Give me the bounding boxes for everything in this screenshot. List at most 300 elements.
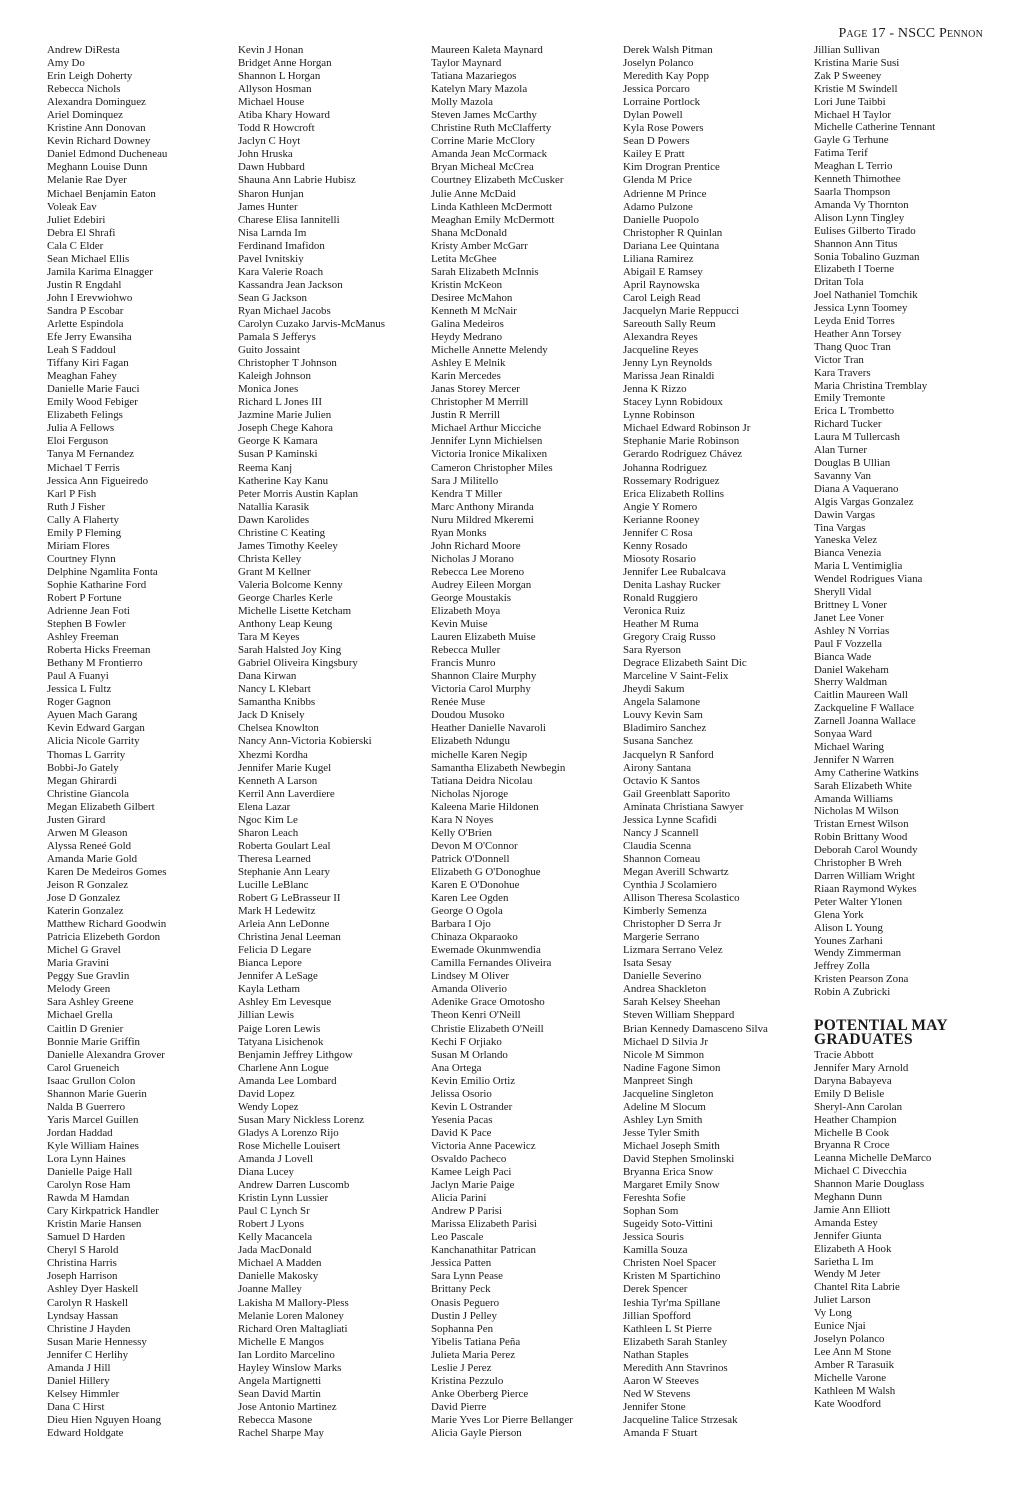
- name-entry: Denita Lashay Rucker: [623, 578, 721, 591]
- name-entry: Sarah Halsted Joy King: [238, 644, 342, 657]
- name-entry: Adeline M Slocum: [623, 1100, 706, 1113]
- name-entry: Bladimiro Sanchez: [623, 722, 707, 735]
- name-entry: Adrienne M Prince: [623, 187, 707, 200]
- name-entry: Jennifer Giunta: [814, 1229, 882, 1242]
- name-entry: Kaleigh Johnson: [238, 370, 311, 383]
- name-entry: Marceline V Saint-Felix: [623, 670, 729, 683]
- name-entry: Maureen Kaleta Maynard: [431, 44, 543, 56]
- name-entry: Amanda J Hill: [47, 1361, 111, 1374]
- name-entry: Margerie Serrano: [623, 931, 700, 944]
- name-entry: Michelle E Mangos: [238, 1335, 324, 1348]
- name-entry: Danielle Marie Fauci: [47, 383, 140, 396]
- name-entry: Victoria Anne Pacewicz: [431, 1139, 536, 1152]
- name-entry: Carolyn Rose Ham: [47, 1179, 131, 1192]
- name-entry: Abigail E Ramsey: [623, 265, 703, 278]
- name-entry: Ana Ortega: [431, 1061, 482, 1074]
- name-entry: Nancy L Klebart: [238, 683, 311, 696]
- name-entry: Jacquelyn Marie Reppucci: [623, 304, 740, 317]
- name-entry: Yaneska Velez: [814, 534, 878, 547]
- name-entry: Tatiana Mazariegos: [431, 70, 517, 83]
- name-entry: Jenny Lyn Reynolds: [623, 357, 712, 370]
- name-entry: Kenneth M McNair: [431, 304, 517, 317]
- name-entry: Saarla Thompson: [814, 185, 891, 198]
- name-entry: Jazmine Marie Julien: [238, 409, 332, 422]
- name-entry: Elizabeth A Hook: [814, 1242, 892, 1255]
- name-entry: Jeison R Gonzalez: [47, 879, 129, 891]
- name-entry: Heydy Medrano: [431, 331, 503, 344]
- name-entry: Nancy J Scannell: [623, 826, 699, 839]
- name-entry: Kevin Richard Downey: [47, 135, 151, 148]
- name-entry: Kimberly Semenza: [623, 905, 707, 918]
- name-entry: Kendra T Miller: [431, 487, 502, 500]
- name-entry: Kristen M Spartichino: [623, 1270, 721, 1283]
- name-entry: Sophie Katharine Ford: [47, 578, 147, 591]
- name-entry: Christopher T Johnson: [238, 357, 337, 370]
- name-entry: Kara Travers: [814, 366, 871, 379]
- name-entry: Jennifer C Herlihy: [47, 1348, 129, 1361]
- name-entry: Michelle B Cook: [814, 1126, 890, 1139]
- name-entry: Xhezmi Kordha: [238, 748, 308, 761]
- name-entry: David Lopez: [238, 1087, 295, 1100]
- name-entry: George Charles Kerle: [238, 591, 333, 604]
- name-entry: Dariana Lee Quintana: [623, 239, 720, 252]
- name-entry: Meaghan Emily McDermott: [431, 213, 555, 226]
- name-entry: Wendy Lopez: [238, 1100, 299, 1113]
- name-entry: Michael T Ferris: [47, 461, 120, 474]
- name-entry: Susan Marie Hennessy: [47, 1335, 147, 1348]
- name-entry: Marissa Elizabeth Parisi: [431, 1218, 537, 1231]
- name-entry: Kara N Noyes: [431, 813, 494, 826]
- name-entry: Joanne Malley: [238, 1283, 302, 1296]
- name-entry: Sean Michael Ellis: [47, 252, 130, 265]
- name-entry: Kara Valerie Roach: [238, 265, 324, 278]
- name-entry: Sophanna Pen: [431, 1322, 494, 1335]
- name-entry: Dawin Vargas: [814, 508, 875, 521]
- name-entry: Amanda J Lovell: [238, 1152, 314, 1165]
- name-entry: Zackqueline F Wallace: [814, 702, 914, 715]
- name-entry: Gerardo Rodríguez Chávez: [623, 448, 743, 461]
- name-entry: Sarah Elizabeth White: [814, 779, 912, 792]
- name-entry: Ned W Stevens: [623, 1387, 691, 1400]
- name-entry: Michael H Taylor: [814, 108, 892, 121]
- name-entry: Emily P Fleming: [47, 526, 122, 539]
- name-entry: Molly Mazola: [431, 96, 494, 109]
- name-entry: Nicholas M Wilson: [814, 805, 899, 818]
- name-entry: Wendy M Jeter: [814, 1268, 881, 1281]
- name-entry: Michael Joseph Smith: [623, 1139, 720, 1152]
- name-entry: Samantha Knibbs: [238, 696, 316, 709]
- name-entry: Tristan Ernest Wilson: [814, 818, 909, 831]
- name-entry: Maria L Ventimiglia: [814, 560, 903, 573]
- name-entry: Erica L Trombetto: [814, 405, 895, 418]
- name-entry: Carol Leigh Read: [623, 291, 701, 304]
- name-entry: Kyla Rose Powers: [623, 122, 704, 135]
- name-entry: Amanda Vy Thornton: [814, 198, 909, 211]
- name-entry: Savanny Van: [814, 469, 871, 482]
- name-entry: David K Pace: [431, 1126, 492, 1139]
- name-entry: Jessica Souris: [623, 1231, 684, 1244]
- name-entry: Airony Santana: [623, 761, 692, 774]
- name-entry: Paige Loren Lewis: [238, 1022, 321, 1035]
- name-entry: Christina Jenal Leeman: [238, 931, 341, 944]
- name-entry: Daryna Babayeva: [814, 1074, 892, 1087]
- name-entry: Erin Leigh Doherty: [47, 70, 133, 83]
- name-entry: Kristin McKeon: [431, 278, 503, 291]
- name-entry: Shannon Comeau: [623, 852, 701, 865]
- name-entry: Kelly O'Brien: [431, 826, 492, 839]
- name-entry: Jennifer C Rosa: [623, 526, 693, 539]
- name-entry: Sara Ashley Greene: [47, 996, 134, 1009]
- name-entry: Peter Morris Austin Kaplan: [238, 487, 359, 500]
- name-entry: Jesse Tyler Smith: [623, 1126, 700, 1139]
- name-entry: Ashley Lyn Smith: [623, 1113, 703, 1126]
- name-entry: Sean D Powers: [623, 135, 690, 148]
- name-entry: Kevin L Ostrander: [431, 1100, 513, 1113]
- name-entry: Meaghan L Terrio: [814, 160, 893, 173]
- name-entry: Rebecca Muller: [431, 644, 501, 657]
- name-entry: Daniel Wakeham: [814, 663, 889, 676]
- name-entry: Laura M Tullercash: [814, 431, 900, 444]
- name-entry: Guito Jossaint: [238, 344, 301, 357]
- name-entry: Galina Medeiros: [431, 317, 504, 330]
- name-entry: Jaclyn C Hoyt: [238, 135, 301, 148]
- name-entry: Diana Lucey: [238, 1166, 294, 1179]
- name-entry: Carolyn Cuzako Jarvis-McManus: [238, 317, 385, 330]
- name-entry: Nadine Fagone Simon: [623, 1061, 721, 1074]
- name-entry: Emily D Belisle: [814, 1087, 885, 1100]
- name-entry: Lizmara Serrano Velez: [623, 944, 723, 957]
- name-entry: Rebecca Masone: [238, 1413, 313, 1426]
- name-entry: Fatima Terif: [814, 147, 868, 160]
- name-entry: Amy Catherine Watkins: [814, 766, 919, 779]
- name-entry: Emily Wood Febiger: [47, 396, 138, 409]
- section-heading: [814, 1019, 1004, 1047]
- name-entry: Matthew Richard Goodwin: [47, 918, 167, 931]
- name-entry: Kevin J Honan: [238, 44, 304, 56]
- name-entry: Sharon Leach: [238, 826, 299, 839]
- name-entry: Maria Gravini: [47, 957, 109, 970]
- name-entry: Bryanna Erica Snow: [623, 1166, 714, 1179]
- name-entry: Victoria Ironice Mikalixen: [431, 448, 548, 461]
- name-entry: Sonyaa Ward: [814, 728, 872, 741]
- name-entry: Corrine Marie McClory: [431, 135, 536, 148]
- name-entry: Christina Harris: [47, 1257, 117, 1270]
- name-entry: Tatyana Lisichenok: [238, 1035, 324, 1048]
- name-entry: Kelly Macancela: [238, 1231, 313, 1244]
- name-entry: Cary Kirkpatrick Handler: [47, 1205, 159, 1218]
- name-entry: Benjamin Jeffrey Lithgow: [238, 1048, 353, 1061]
- name-entry: Andrea Shackleton: [623, 983, 707, 996]
- name-entry: Caitlin Maureen Wall: [814, 689, 908, 702]
- name-entry: Kayla Letham: [238, 983, 300, 996]
- name-entry: Jenna K Rizzo: [623, 383, 687, 396]
- name-entry: Francis Munro: [431, 657, 496, 670]
- name-entry: George K Kamara: [238, 435, 318, 448]
- name-entry: Rachel Sharpe May: [238, 1426, 324, 1439]
- name-entry: Katherine Kay Kanu: [238, 474, 329, 487]
- name-entry: Kassandra Jean Jackson: [238, 278, 343, 291]
- name-entry: Chantel Rita Labrie: [814, 1281, 900, 1294]
- name-entry: Juliet Larson: [814, 1294, 871, 1307]
- name-entry: Shannon Marie Douglass: [814, 1178, 925, 1191]
- name-entry: Thang Quoc Tran: [814, 340, 891, 353]
- name-entry: Pamala S Jefferys: [238, 331, 316, 344]
- name-entry: Kristina Pezzulo: [431, 1374, 504, 1387]
- name-entry: Jillian Sullivan: [814, 44, 880, 56]
- name-entry: Jamie Ann Elliott: [814, 1203, 891, 1216]
- name-entry: Elizabeth G O'Donoghue: [431, 865, 541, 878]
- name-entry: Jordan Haddad: [47, 1126, 113, 1139]
- name-entry: Tara M Keyes: [238, 631, 300, 644]
- name-entry: Karen E O'Donohue: [431, 879, 520, 891]
- name-entry: Brittany Peck: [431, 1283, 491, 1296]
- name-entry: Daniel Edmond Ducheneau: [47, 148, 168, 161]
- name-entry: Marissa Jean Rinaldi: [623, 370, 715, 383]
- name-entry: Amanda F Stuart: [623, 1426, 698, 1439]
- names-list: [431, 44, 631, 1440]
- name-entry: Kaleena Marie Hildonen: [431, 800, 539, 813]
- name-entry: Robin A Zubricki: [814, 986, 891, 999]
- name-entry: Jessica Lynn Toomey: [814, 302, 908, 315]
- name-entry: Doudou Musoko: [431, 709, 505, 722]
- name-entry: Stacey Lynn Robidoux: [623, 396, 723, 409]
- name-entry: Nalda B Guerrero: [47, 1100, 126, 1113]
- name-entry: Carolyn R Haskell: [47, 1296, 129, 1309]
- name-entry: Meaghan Fahey: [47, 370, 117, 383]
- name-entry: Julieta Maria Perez: [431, 1348, 516, 1361]
- name-entry: Octavio K Santos: [623, 774, 700, 787]
- name-entry: Dritan Tola: [814, 276, 864, 289]
- name-entry: Alison Lynn Tingley: [814, 211, 905, 224]
- name-entry: Leanna Michelle DeMarco: [814, 1152, 932, 1165]
- name-entry: Ashley N Vorrias: [814, 624, 890, 637]
- name-entry: Kailey E Pratt: [623, 148, 685, 161]
- name-entry: Nancy Ann-Victoria Kobierski: [238, 735, 372, 748]
- column-1: [47, 44, 247, 1440]
- name-entry: Danielle Alexandra Grover: [47, 1048, 165, 1061]
- name-entry: Justin R Engdahl: [47, 278, 122, 291]
- name-entry: Edward Holdgate: [47, 1426, 124, 1439]
- name-entry: Amanda Oliverio: [431, 983, 507, 996]
- name-entry: Yibelis Tatiana Peña: [431, 1335, 521, 1348]
- name-entry: Karen De Medeiros Gomes: [47, 865, 167, 878]
- name-entry: Peggy Sue Gravlin: [47, 970, 130, 983]
- name-entry: Marie Yves Lor Pierre Bellanger: [431, 1413, 573, 1426]
- name-entry: Taylor Maynard: [431, 57, 502, 70]
- column-4: [623, 44, 823, 1440]
- name-entry: John I Erevwiohwo: [47, 291, 133, 304]
- name-entry: Sophan Som: [623, 1205, 679, 1218]
- name-entry: Samantha Elizabeth Newbegin: [431, 761, 566, 774]
- name-entry: Andrew P Parisi: [431, 1205, 502, 1218]
- name-entry: Julie Anne McDaid: [431, 187, 516, 200]
- name-entry: Bianca Venezia: [814, 547, 882, 560]
- name-entry: Amanda Williams: [814, 792, 893, 805]
- name-entry: Samuel D Harden: [47, 1231, 126, 1244]
- name-entry: Theon Kenri O'Neill: [431, 1009, 521, 1022]
- name-entry: Dustin J Pelley: [431, 1309, 497, 1322]
- name-entry: Jillian Lewis: [238, 1009, 294, 1022]
- name-entry: Glena York: [814, 908, 864, 921]
- name-entry: Rawda M Hamdan: [47, 1192, 130, 1205]
- name-entry: Nisa Larnda Im: [238, 226, 307, 239]
- name-entry: Melody Green: [47, 983, 111, 996]
- name-entry: Felicia D Legare: [238, 944, 312, 957]
- name-entry: Monica Jones: [238, 383, 299, 396]
- name-entry: Sharon Hunjan: [238, 187, 304, 200]
- name-entry: Ashley Dyer Haskell: [47, 1283, 139, 1296]
- name-entry: Kristy Amber McGarr: [431, 239, 528, 252]
- name-entry: Michael Waring: [814, 740, 884, 753]
- name-entry: Lakisha M Mallory-Pless: [238, 1296, 349, 1309]
- name-entry: Letita McGhee: [431, 252, 497, 265]
- name-entry: Camilla Fernandes Oliveira: [431, 957, 552, 970]
- name-entry: Kristin Lynn Lussier: [238, 1192, 329, 1205]
- name-entry: Peter Walter Ylonen: [814, 895, 903, 908]
- name-entry: Jacquelyn R Sanford: [623, 748, 714, 761]
- name-entry: Thomas L Garrity: [47, 748, 126, 761]
- name-entry: Alicia Parini: [431, 1192, 487, 1205]
- name-entry: Amanda Estey: [814, 1216, 878, 1229]
- name-entry: Christopher R Quinlan: [623, 226, 723, 239]
- name-entry: Kristine Ann Donovan: [47, 122, 146, 135]
- name-entry: Sarah Kelsey Sheehan: [623, 996, 721, 1009]
- name-entry: Heather M Ruma: [623, 618, 699, 631]
- name-entry: Courtney Flynn: [47, 552, 116, 565]
- name-entry: Paul C Lynch Sr: [238, 1205, 310, 1218]
- name-entry: Janas Storey Mercer: [431, 383, 520, 396]
- name-entry: Meredith Kay Popp: [623, 70, 709, 83]
- name-entry: Lucille LeBlanc: [238, 879, 309, 891]
- name-entry: Osvaldo Pacheco: [431, 1152, 507, 1165]
- name-entry: Christa Kelley: [238, 552, 302, 565]
- name-entry: Jose Antonio Martinez: [238, 1400, 337, 1413]
- name-entry: Jessica L Fultz: [47, 683, 112, 696]
- name-entry: James Timothy Keeley: [238, 539, 338, 552]
- name-entry: Katelyn Mary Mazola: [431, 83, 528, 96]
- name-entry: Eunice Njai: [814, 1320, 866, 1333]
- name-entry: Heather Ann Torsey: [814, 327, 902, 340]
- name-entry: Andrew Darren Luscomb: [238, 1179, 350, 1192]
- name-entry: Kristin Marie Hansen: [47, 1218, 142, 1231]
- name-entry: Anthony Leap Keung: [238, 618, 333, 631]
- name-entry: Christine C Keating: [238, 526, 326, 539]
- name-entry: Joseph Harrison: [47, 1270, 118, 1283]
- name-entry: Jada MacDonald: [238, 1244, 312, 1257]
- name-entry: Patrick O'Donnell: [431, 852, 510, 865]
- name-entry: Elizabeth Moya: [431, 605, 501, 618]
- name-entry: Christie Elizabeth O'Neill: [431, 1022, 544, 1035]
- names-list: [238, 44, 438, 1440]
- name-entry: Voleak Eav: [47, 200, 97, 213]
- name-entry: Nicole M Simmon: [623, 1048, 705, 1061]
- name-entry: Linda Kathleen McDermott: [431, 200, 552, 213]
- name-entry: Zarnell Joanna Wallace: [814, 715, 916, 728]
- name-entry: Charese Elisa Iannitelli: [238, 213, 340, 226]
- name-entry: Rebecca Lee Moreno: [431, 565, 525, 578]
- name-entry: Danielle Paige Hall: [47, 1166, 133, 1179]
- name-entry: Jheydi Sakum: [623, 683, 685, 696]
- name-entry: Cheryl S Harold: [47, 1244, 119, 1257]
- name-entry: Louvy Kevin Sam: [623, 709, 703, 722]
- name-entry: Liliana Ramirez: [623, 252, 694, 265]
- name-entry: Joselyn Polanco: [623, 57, 694, 70]
- name-entry: Jennifer N Warren: [814, 753, 894, 766]
- name-entry: Vy Long: [814, 1307, 852, 1320]
- name-entry: Amanda Lee Lombard: [238, 1074, 337, 1087]
- name-entry: Adamo Pulzone: [623, 200, 693, 213]
- name-entry: David Pierre: [431, 1400, 487, 1413]
- name-entry: Sheryll Vidal: [814, 586, 872, 599]
- name-entry: Stephanie Marie Robinson: [623, 435, 740, 448]
- name-entry: Rose Michelle Louisert: [238, 1139, 341, 1152]
- name-entry: Nicholas Njoroge: [431, 787, 509, 800]
- name-entry: Hayley Winslow Marks: [238, 1361, 342, 1374]
- name-entry: Margaret Emily Snow: [623, 1179, 720, 1192]
- name-entry: Leslie J Perez: [431, 1361, 492, 1374]
- name-entry: Miriam Flores: [47, 539, 110, 552]
- name-entry: Ian Lordito Marcelino: [238, 1348, 335, 1361]
- column-3: [431, 44, 631, 1440]
- name-entry: Roger Gagnon: [47, 696, 111, 709]
- name-entry: Lorraine Portlock: [623, 96, 701, 109]
- name-entry: Jacqueline Singleton: [623, 1087, 714, 1100]
- name-entry: Jamila Karima Elnagger: [47, 265, 153, 278]
- name-entry: Joseph Chege Kahora: [238, 422, 333, 435]
- name-entry: Patricia Elizebeth Gordon: [47, 931, 161, 944]
- name-entry: Fereshta Sofie: [623, 1192, 686, 1205]
- name-entry: Cala C Elder: [47, 239, 104, 252]
- name-entry: Tiffany Kiri Fagan: [47, 357, 129, 370]
- name-entry: Kevin Edward Gargan: [47, 722, 145, 735]
- name-entry: Rebecca Nichols: [47, 83, 121, 96]
- name-entry: Adenike Grace Omotosho: [431, 996, 545, 1009]
- name-entry: Jillian Spofford: [623, 1309, 691, 1322]
- name-entry: Elena Lazar: [238, 800, 291, 813]
- name-entry: Dawn Karolides: [238, 513, 310, 526]
- name-entry: Kevin Muise: [431, 618, 488, 631]
- name-entry: Ashley Freeman: [47, 631, 119, 644]
- name-entry: Rossemary Rodriguez: [623, 474, 720, 487]
- name-entry: Claudia Scenna: [623, 839, 692, 852]
- name-entry: James Hunter: [238, 200, 298, 213]
- name-entry: Carol Grueneich: [47, 1061, 120, 1074]
- name-entry: Kathleen M Walsh: [814, 1384, 896, 1397]
- name-entry: Katerin Gonzalez: [47, 905, 124, 918]
- name-entry: Jack D Knisely: [238, 709, 305, 722]
- name-entry: Kate Woodford: [814, 1397, 881, 1410]
- name-entry: Christopher M Merrill: [431, 396, 529, 409]
- name-entry: Bethany M Frontierro: [47, 657, 143, 670]
- name-entry: Kerianne Rooney: [623, 513, 700, 526]
- name-entry: Angela Martignetti: [238, 1374, 322, 1387]
- names-list: [47, 44, 247, 1440]
- name-entry: Dawn Hubbard: [238, 161, 305, 174]
- name-entry: Brittney L Voner: [814, 598, 887, 611]
- name-entry: Danielle Makosky: [238, 1270, 319, 1283]
- name-entry: Desiree McMahon: [431, 291, 513, 304]
- name-entry: Younes Zarhani: [814, 934, 883, 947]
- name-entry: Juliet Edebiri: [47, 213, 106, 226]
- name-entry: Stephen B Fowler: [47, 618, 126, 631]
- name-entry: Danielle Puopolo: [623, 213, 699, 226]
- name-entry: Susan M Orlando: [431, 1048, 508, 1061]
- name-entry: Jennifer Stone: [623, 1400, 686, 1413]
- name-entry: Megan Averill Schwartz: [623, 865, 729, 878]
- names-columns: [47, 44, 1007, 1444]
- name-entry: michelle Karen Negip: [431, 748, 528, 761]
- name-entry: Yesenia Pacas: [431, 1113, 493, 1126]
